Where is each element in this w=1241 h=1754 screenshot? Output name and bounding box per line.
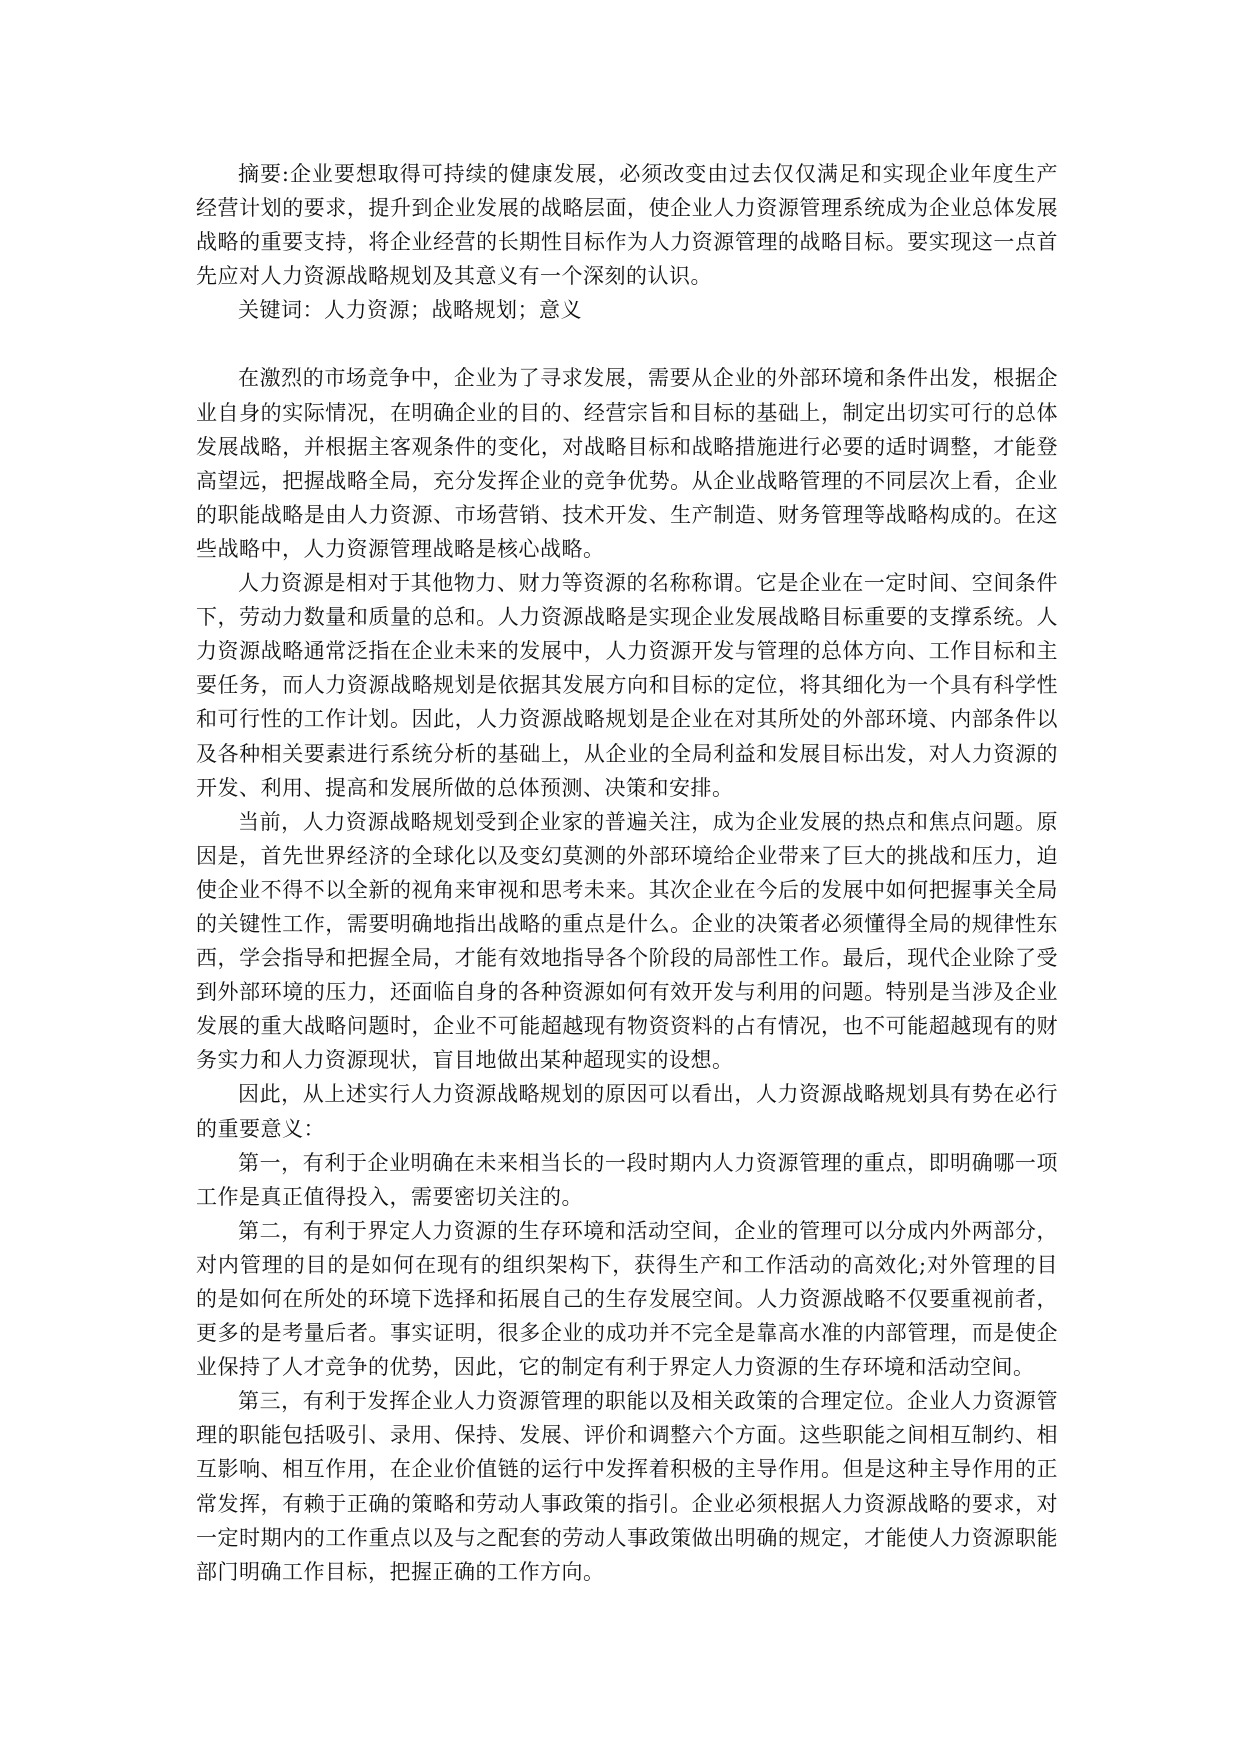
body-paragraph: 人力资源是相对于其他物力、财力等资源的名称称谓。它是企业在一定时间、空间条件下，劳动力数量和质量的总和。人力资源战略是实现企业发展战略目标重要的支撑系统。人力资源战略通常泛指在企业未来的发展中，人力资源开发与管理的总体方向、工作目标和主要任务，而人力资源战略规划是依据其发展方向和目标的定位，将其细化为一个具有科学性和可行性的工作计划。因此，人力资源战略规划是企业在对其所处的外部环境、内部条件以及各种相关要素进行系统分析的基础上，从企业的全局利益和发展目标出发，对人力资源的开发、利用、提高和发展所做的总体预测、决策和安排。 — [196, 571, 1058, 800]
body-paragraph: 第三，有利于发挥企业人力资源管理的职能以及相关政策的合理定位。企业人力资源管理的职能包括吸引、录用、保持、发展、评价和调整六个方面。这些职能之间相互制约、相互影响、相互作用，在企业价值链的运行中发挥着积极的主导作用。但是这种主导作用的正常发挥，有赖于正确的策略和劳动人事政策的指引。企业必须根据人力资源战略的要求，对一定时期内的工作重点以及与之配套的劳动人事政策做出明确的规定，才能使人力资源职能部门明确工作目标，把握正确的工作方向。 — [196, 1389, 1058, 1584]
abstract-text: 企业要想取得可持续的健康发展，必须改变由过去仅仅满足和实现企业年度生产经营计划的要求，提升到企业发展的战略层面，使企业人力资源管理系统成为企业总体发展战略的重要支持，将企业经营的长期性目标作为人力资源管理的战略目标。要实现这一点首先应对人力资源战略规划及其意义有一个深刻的认识。 — [196, 162, 1059, 289]
abstract-paragraph — [196, 157, 1058, 293]
body-paragraph: 第二，有利于界定人力资源的生存环境和活动空间，企业的管理可以分成内外两部分，对内管理的目的是如何在现有的组织架构下，获得生产和工作活动的高效化;对外管理的目的是如何在所处的环境下选择和拓展自己的生存发展空间。人力资源战略不仅要重视前者，更多的是考量后者。事实证明，很多企业的成功并不完全是靠高水准的内部管理，而是使企业保持了人才竞争的优势，因此，它的制定有利于界定人力资源的生存环境和活动空间。 — [196, 1218, 1058, 1380]
body-paragraph: 在激烈的市场竞争中，企业为了寻求发展，需要从企业的外部环境和条件出发，根据企业自身的实际情况，在明确企业的目的、经营宗旨和目标的基础上，制定出切实可行的总体发展战略，并根据主客观条件的变化，对战略目标和战略措施进行必要的适时调整，才能登高望远，把握战略全局，充分发挥企业的竞争优势。从企业战略管理的不同层次上看，企业的职能战略是由人力资源、市场营销、技术开发、生产制造、财务管理等战略构成的。在这些战略中，人力资源管理战略是核心战略。 — [196, 366, 1058, 561]
body-paragraph: 当前，人力资源战略规划受到企业家的普遍关注，成为企业发展的热点和焦点问题。原因是，首先世界经济的全球化以及变幻莫测的外部环境给企业带来了巨大的挑战和压力，迫使企业不得不以全新的视角来审视和思考未来。其次企业在今后的发展中如何把握事关全局的关键性工作，需要明确地指出战略的重点是什么。企业的决策者必须懂得全局的规律性东西，学会指导和把握全局，才能有效地指导各个阶段的局部性工作。最后，现代企业除了受到外部环境的压力，还面临自身的各种资源如何有效开发与利用的问题。特别是当涉及企业发展的重大战略问题时，企业不可能超越现有物资资料的占有情况，也不可能超越现有的财务实力和人力资源现状，盲目地做出某种超现实的设想。 — [196, 809, 1058, 1073]
body-paragraph: 第一，有利于企业明确在未来相当长的一段时期内人力资源管理的重点，即明确哪一项工作是真正值得投入，需要密切关注的。 — [196, 1150, 1058, 1209]
abstract-separator: : — [281, 162, 290, 186]
body-paragraph: 因此，从上述实行人力资源战略规划的原因可以看出，人力资源战略规划具有势在必行的重要意义： — [196, 1082, 1058, 1141]
keywords-paragraph: 关键词：人力资源；战略规划；意义 — [238, 298, 582, 323]
document-content — [196, 157, 1058, 1589]
abstract-label: 摘要 — [238, 162, 282, 186]
section-spacer — [196, 327, 1058, 361]
